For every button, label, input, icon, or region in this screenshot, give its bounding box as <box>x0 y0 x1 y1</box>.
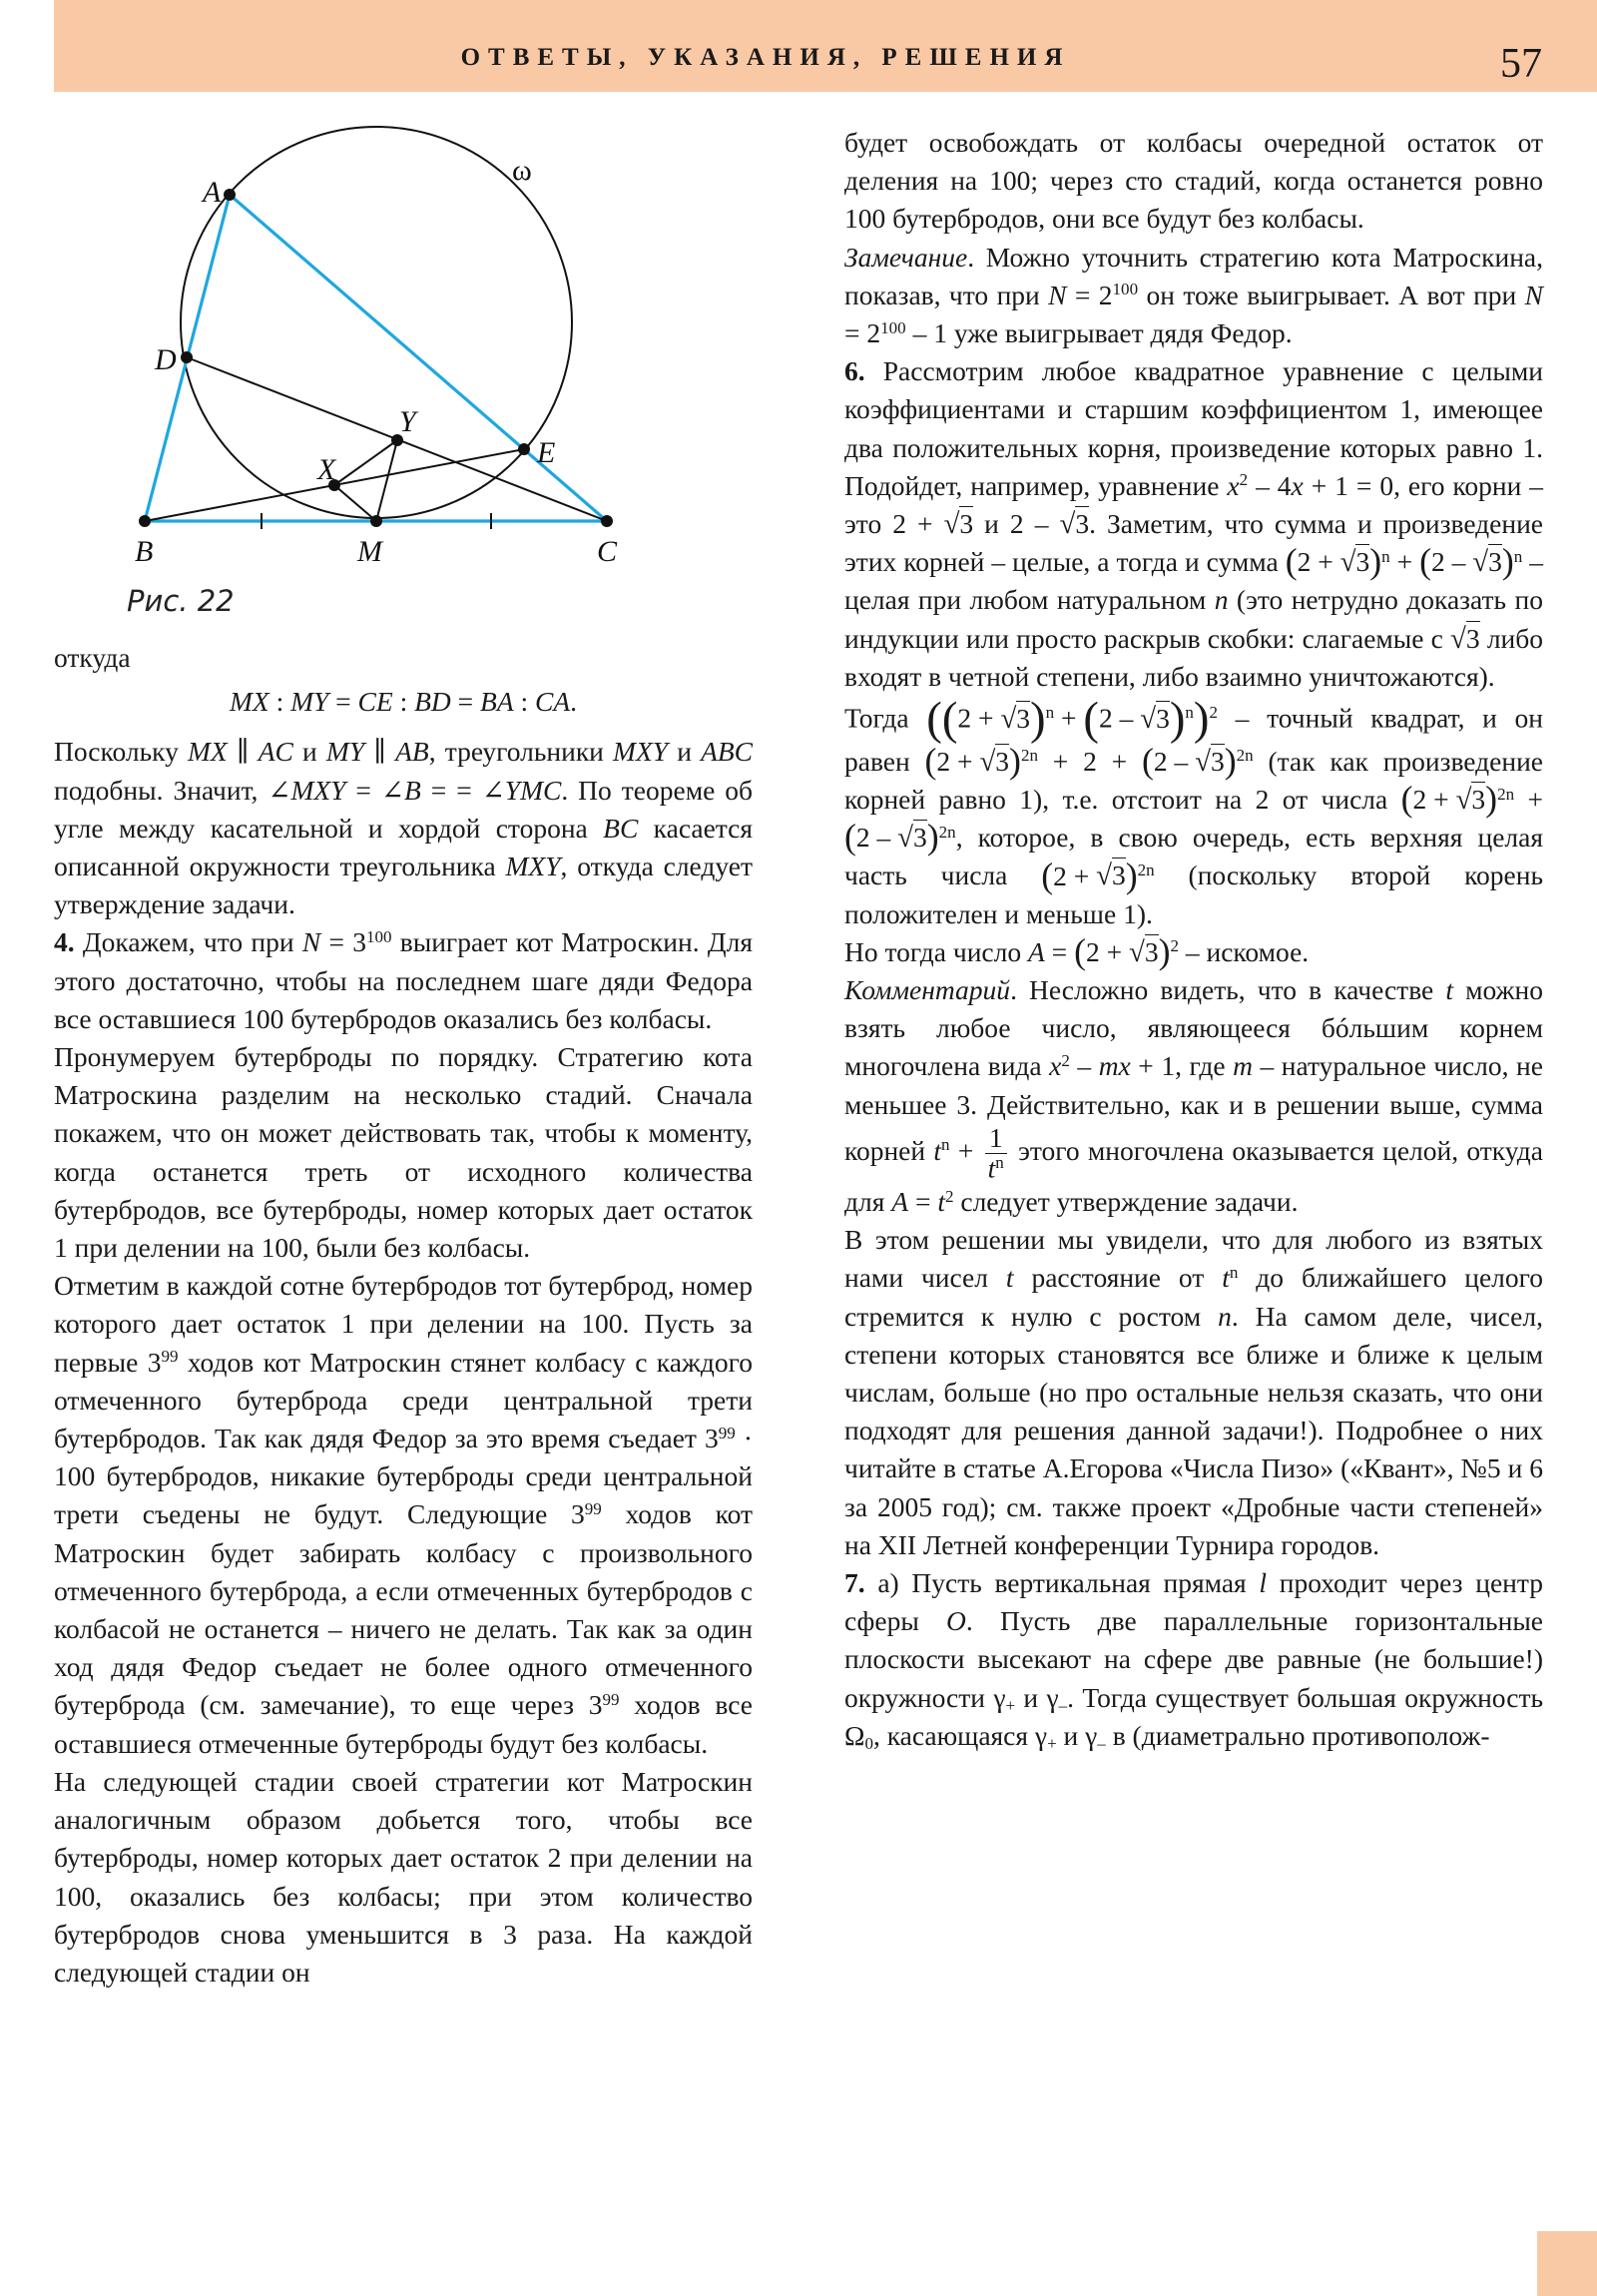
point-d <box>181 351 193 363</box>
label-d: D <box>155 343 177 376</box>
triangle-abc <box>145 195 607 521</box>
right-paren: ) <box>1485 779 1498 820</box>
text-run: а) Пусть вертикальная прямая <box>864 1566 1260 1598</box>
text-run: 2 – <box>1098 702 1141 734</box>
paragraph <box>844 1564 1543 1755</box>
text-run: . Тогда существует большая окружность Ω <box>844 1681 1544 1751</box>
radical-sign: √ <box>1059 508 1076 541</box>
math-variable: CE <box>357 686 393 718</box>
radicand: 3 <box>913 822 927 854</box>
text-run: Поскольку <box>54 736 188 768</box>
parenthesized-expression <box>1400 779 1515 820</box>
numerator <box>985 1121 1007 1154</box>
radical-sign: √ <box>1000 702 1017 735</box>
paragraph <box>844 930 1543 971</box>
text-run: + <box>1389 546 1420 578</box>
math-variable: ABC <box>701 736 754 768</box>
parenthesized-expression <box>1041 855 1155 895</box>
text-run: (поскольку второй корень положителен и меньше 1). <box>844 860 1544 929</box>
text-run: либо входят в четной степени, либо взаимно уничтожаются). <box>844 622 1543 692</box>
superscript: 99 <box>161 1347 179 1367</box>
radical-sign: √ <box>1455 784 1472 816</box>
section-title: ОТВЕТЫ, УКАЗАНИЯ, РЕШЕНИЯ <box>460 44 1071 71</box>
text-run: до ближайшего целого стремится к нулю с ростом <box>844 1262 1543 1332</box>
text-run: = 2 <box>844 317 881 349</box>
text-run: – натуральное число, не меньшее 3. Действительно, как и в решении выше, сумма корней <box>844 1050 1543 1166</box>
page-number: 57 <box>1500 41 1542 87</box>
label-omega: ω <box>512 154 532 187</box>
text-run: 2 – <box>1153 745 1196 777</box>
paragraph <box>844 693 1544 933</box>
problem-number: 6. <box>844 355 865 387</box>
text-run: ходов кот Матроскин будет забирать колбасу с произвольного отмеченного бутерброда, а если отмеченных бутербродов с колбасой не останется – ничего не делать. Так как за один ход дядя Федор съедает не более одного отмеченного бутерброда (см. замечание), то еще через 3 <box>54 1498 753 1721</box>
text-run: 2 + <box>957 702 1001 734</box>
text-run: следует утверждение задачи. <box>953 1185 1299 1217</box>
radical-sign: √ <box>1450 622 1466 655</box>
left-paren: ( <box>924 740 937 781</box>
text-run: ходов кот Матроскин стянет колбасу с каждого отмеченного бутерброда среди центральной трети бутербродов. Так как дядя Федор за это время съедает 3 <box>54 1346 753 1454</box>
square-root <box>1140 703 1170 736</box>
math-variable: N <box>1048 279 1067 310</box>
text-run: этого многочлена оказывается целой, откуда для <box>844 1134 1543 1217</box>
text-run: в (диаметрально противополож- <box>1105 1719 1490 1751</box>
math-variable: n <box>1214 584 1229 616</box>
radicand: 3 <box>1144 935 1159 967</box>
text-run: = <box>908 1185 938 1217</box>
denominator <box>985 1154 1007 1183</box>
radicand: 3 <box>1355 546 1370 578</box>
text-run: 2 – <box>1431 546 1473 578</box>
right-paren: ) <box>1224 740 1237 781</box>
radical-sign: √ <box>1195 745 1211 778</box>
paragraph <box>844 239 1543 353</box>
left-paren: ( <box>941 693 958 746</box>
radical-sign: √ <box>979 745 996 778</box>
text-run: : <box>513 686 536 718</box>
text-run: и <box>292 736 326 768</box>
text-run: + 1, где <box>1130 1050 1234 1082</box>
text-run: Пронумеруем бутерброды по порядку. Стратегию кота Матроскина разделим на несколько стадий. Сначала покажем, что он может действовать так, чтобы к моменту, когда останется треть от исходного количества бутербродов, все бутерброды, номер которых дает остаток 1 при делении на 100, были без колбасы. <box>54 1041 753 1264</box>
radicand: 3 <box>1488 546 1502 578</box>
text-run: = ∠ <box>345 774 404 806</box>
right-paren: ) <box>926 817 939 858</box>
text-run: , которое, в свою очередь, есть верхняя целая часть числа <box>844 822 1543 891</box>
square-root <box>944 508 974 541</box>
math-variable: N <box>301 926 321 958</box>
math-variable: t <box>1445 974 1453 1006</box>
parenthesized-expression <box>941 693 1055 746</box>
text-run: : <box>392 686 415 718</box>
text-run: = <box>450 686 481 718</box>
superscript: 99 <box>718 1423 736 1442</box>
math-variable: t <box>933 1134 942 1166</box>
right-paren: ) <box>1158 930 1171 971</box>
math-variable: Комментарий <box>844 974 1011 1006</box>
text-run: . По теореме об угле между касательной и хордой сторона <box>54 774 754 844</box>
left-column <box>54 639 753 1992</box>
text-run: 2 + <box>1085 935 1129 967</box>
text-run: . Несложно видеть, что в качестве <box>1010 974 1446 1006</box>
text-run: он тоже выигрывает. А вот при <box>1138 279 1525 310</box>
left-paren: ( <box>1419 541 1432 582</box>
text-run: . Пусть две параллельные горизонтальные плоскости высекают на сфере две равные (не большие!) окружности γ <box>844 1605 1543 1713</box>
math-variable: Замечание <box>844 241 968 273</box>
math-variable: l <box>1259 1566 1268 1598</box>
square-root <box>1195 746 1225 779</box>
superscript: n <box>941 1135 950 1155</box>
math-variable: A <box>891 1185 909 1217</box>
math-variable: B <box>403 774 421 806</box>
subscript: + <box>1005 1695 1016 1715</box>
text-run: 2 + <box>936 745 980 777</box>
paragraph <box>844 971 1543 1221</box>
text-run: + <box>949 1134 982 1166</box>
math-variable: t <box>1005 1262 1014 1294</box>
text-run: будет освобождать от колбасы очередной остаток от деления на 100; через сто стадий, когда останется ровно 100 бутербродов, они все будут без колбасы. <box>844 127 1543 235</box>
exponent: n <box>1381 546 1390 566</box>
point-c <box>601 515 613 527</box>
subscript: – <box>1058 1695 1068 1715</box>
math-variable: MXY <box>505 851 561 882</box>
text-run: = <box>1044 935 1075 967</box>
square-root <box>1340 546 1370 579</box>
superscript: n <box>995 1152 1004 1172</box>
subscript: 0 <box>864 1734 873 1754</box>
math-variable: x <box>1227 469 1240 501</box>
right-paren: ) <box>1125 855 1138 895</box>
math-variable: BC <box>603 812 639 844</box>
math-variable: n <box>1218 1300 1232 1332</box>
superscript: 99 <box>602 1690 620 1710</box>
text-run: (это нетрудно доказать по индукции или просто раскрыв скобки: слагаемые с <box>844 584 1543 654</box>
point-e <box>518 443 530 455</box>
radicand: 3 <box>1156 702 1170 734</box>
text-run: и γ <box>1015 1681 1059 1713</box>
radicand: 3 <box>1471 784 1486 815</box>
exponent: n <box>1513 546 1523 566</box>
parenthesized-expression <box>844 817 956 858</box>
superscript: 100 <box>880 317 906 337</box>
paragraph <box>844 124 1543 239</box>
paragraph <box>54 1267 753 1763</box>
radicand: 3 <box>1210 745 1225 777</box>
text-run: + <box>1514 784 1544 815</box>
radicand: 3 <box>1016 702 1031 734</box>
label-m: M <box>357 535 382 568</box>
math-variable: mx <box>1098 1050 1131 1082</box>
right-column <box>844 124 1543 1755</box>
text-run: = 2 <box>1066 279 1113 310</box>
text-run: , откуда следует утверждение задачи. <box>54 851 753 920</box>
radicand: 3 <box>1075 508 1090 540</box>
right-paren: ) <box>1369 541 1382 582</box>
text-run: – целая при любом натуральном <box>844 546 1544 616</box>
right-paren: ) <box>1193 693 1210 746</box>
text-run: 2 + <box>1053 860 1097 891</box>
text-run: 2 + <box>1412 784 1456 815</box>
text-run: – искомое. <box>1179 935 1310 967</box>
exponent: 2n <box>1020 746 1038 766</box>
text-run: = = ∠ <box>420 774 505 806</box>
square-root <box>1129 936 1159 969</box>
text-run: подобны. Значит, ∠ <box>54 774 291 806</box>
radicand: 3 <box>995 745 1010 777</box>
exponent: n <box>1045 703 1055 723</box>
text-run: На следующей стадии своей стратегии кот Матроскин аналогичным образом добьется того, чтобы все бутерброды, номер которых дает остаток 2 при делении на 100, оказались без колбасы; при этом количество бутербродов снова уменьшится в 3 раза. На каждой следующей стадии он <box>54 1765 753 1988</box>
math-variable: t <box>937 1185 945 1217</box>
exponent: 2n <box>1137 861 1155 880</box>
text-run: = 3 <box>320 926 366 958</box>
problem-number: 4. <box>54 926 75 958</box>
text-run: 2 + <box>1297 546 1340 578</box>
text-run: откуда <box>54 642 131 673</box>
text-run: (так как произведение корней равно 1), т.е. отстоит на 2 от числа <box>844 745 1543 815</box>
exponent: 2 <box>1209 703 1218 723</box>
text-run: – <box>1069 1050 1099 1082</box>
radical-sign: √ <box>1096 860 1112 892</box>
exponent: 2n <box>1497 784 1515 804</box>
square-root <box>1450 623 1480 656</box>
text-run: и 2 – <box>973 508 1060 540</box>
square-root <box>897 822 927 855</box>
left-paren: ( <box>1285 541 1298 582</box>
math-variable: x <box>1291 469 1304 501</box>
right-paren: ) <box>1501 541 1514 582</box>
superscript: 99 <box>584 1499 602 1519</box>
subscript: + <box>1047 1734 1057 1754</box>
left-paren: ( <box>1074 930 1086 971</box>
text-run: Докажем, что при <box>74 926 302 958</box>
exponent: n <box>1185 703 1194 723</box>
radical-sign: √ <box>1472 546 1489 579</box>
radical-sign: √ <box>1128 935 1145 968</box>
math-variable: N <box>1524 279 1543 310</box>
superscript: 100 <box>365 927 392 947</box>
parenthesized-expression <box>926 693 1218 746</box>
paragraph <box>54 733 753 923</box>
label-b: B <box>135 535 154 568</box>
point-m <box>370 515 382 527</box>
parenthesized-expression <box>1083 693 1194 746</box>
left-paren: ( <box>1400 779 1413 820</box>
text-run: = <box>328 686 358 718</box>
label-e: E <box>537 436 556 469</box>
text-run: – 1 уже выигрывает дядя Федор. <box>905 317 1293 349</box>
math-variable: MX <box>229 686 269 718</box>
math-variable: BA <box>480 686 514 718</box>
paragraph <box>844 1221 1543 1564</box>
math-variable: O <box>946 1605 966 1637</box>
square-root <box>1096 860 1126 892</box>
text-run: , касающаяся γ <box>872 1719 1048 1751</box>
math-variable: MX <box>188 736 228 768</box>
math-variable: CA <box>535 686 571 718</box>
right-paren: ) <box>1030 693 1046 746</box>
parenthesized-expression <box>1419 541 1523 582</box>
text-run: ∥ <box>227 736 259 768</box>
text-run: Рассмотрим любое квадратное уравнение с целыми коэффициентами и старшим коэффициентом 1, имеющее два положительных корня, произведение которых равно 1. Подойдет, например, уравнение <box>844 355 1543 501</box>
math-variable: t <box>987 1152 996 1184</box>
text-run: + <box>1054 702 1084 734</box>
point-b <box>139 515 151 527</box>
side-ac <box>230 195 607 521</box>
math-variable: BD <box>414 686 451 718</box>
math-variable: m <box>1233 1050 1253 1082</box>
text-run: 2 – <box>855 822 898 854</box>
text-run: – 4 <box>1248 469 1292 501</box>
text-run: . <box>570 686 578 718</box>
text-run: + 2 + <box>1037 745 1142 777</box>
figure-caption: Рис. 22 <box>127 584 235 618</box>
geometry-figure <box>0 0 759 639</box>
text-run: . Заметим, что сумма и произведение этих корней – целые, а тогда и сумма <box>844 508 1543 578</box>
math-variable: AB <box>395 736 429 768</box>
square-root <box>1059 508 1089 541</box>
left-paren: ( <box>1083 693 1099 746</box>
text-run: . На самом деле, чисел, степени которых становятся все ближе и ближе к целым числам, больше (но про остальные нельзя сказать, что они подходят для решения данной задачи!). Подробнее о них читайте в статье А.Егорова «Числа Пизо» («Квант», №5 и 6 за 2005 год); см. также проект «Дробные части степеней» на XII Летней конференции Турнира городов. <box>844 1300 1543 1560</box>
parenthesized-expression <box>1285 541 1390 582</box>
text-run: расстояние от <box>1013 1262 1223 1294</box>
square-root <box>979 746 1009 779</box>
label-c: C <box>597 535 618 568</box>
left-paren: ( <box>1141 740 1154 781</box>
paragraph <box>54 639 753 677</box>
corner-tab <box>1537 2231 1597 2296</box>
radical-sign: √ <box>1339 546 1356 579</box>
display-formula <box>54 683 753 721</box>
text-run: касается описанной окружности треугольника <box>54 812 753 882</box>
problem-number: 7. <box>844 1566 865 1598</box>
label-a: A <box>203 176 222 209</box>
superscript: 100 <box>1112 280 1139 299</box>
square-root <box>1456 784 1486 817</box>
math-variable: YMC <box>504 774 562 806</box>
parenthesized-expression <box>1141 740 1254 781</box>
paragraph <box>54 1763 753 1992</box>
superscript: 2 <box>1239 470 1249 490</box>
radicand: 3 <box>959 508 974 540</box>
text-run: В этом решении мы увидели, что для любого из взятых нами чисел <box>844 1224 1543 1294</box>
label-y: Y <box>399 405 416 438</box>
superscript: 2 <box>944 1186 954 1206</box>
right-paren: ) <box>1009 740 1021 781</box>
fraction <box>985 1121 1007 1184</box>
radicand: 3 <box>1465 622 1480 654</box>
text-run: , треугольники <box>428 736 614 768</box>
left-paren: ( <box>926 693 942 746</box>
paragraph <box>54 923 753 1038</box>
text-run: – точный квадрат, и он равен <box>844 702 1543 777</box>
text-run: . Можно уточнить стратегию кота Матроскина, показав, что при <box>844 241 1543 310</box>
left-paren: ( <box>844 817 856 858</box>
text-run: ходов все оставшиеся отмеченные бутерброды будут без колбасы. <box>54 1689 753 1759</box>
math-variable: x <box>1049 1050 1062 1082</box>
exponent: 2n <box>938 822 956 842</box>
math-variable: MY <box>325 736 365 768</box>
math-variable: t <box>1222 1262 1230 1294</box>
text-run: и γ <box>1056 1719 1098 1751</box>
text-run: можно взять любое число, являющееся бóльшим корнем многочлена вида <box>844 974 1544 1082</box>
text-run: Отметим в каждой сотне бутербродов тот бутерброд, номер которого дает остаток 1 при делении на 100. Пусть за первые 3 <box>54 1270 753 1378</box>
text-run: Тогда <box>844 702 927 734</box>
radicand: 3 <box>1112 860 1126 891</box>
parenthesized-expression <box>1074 930 1179 971</box>
square-root <box>1472 546 1502 579</box>
exponent: 2n <box>1236 746 1254 766</box>
left-paren: ( <box>1041 855 1054 895</box>
text-run: : <box>268 686 291 718</box>
right-paren: ) <box>1169 693 1186 746</box>
paragraph <box>844 352 1543 696</box>
paragraph <box>54 1038 753 1267</box>
text-run: + 1 = 0, его корни – это 2 + <box>844 469 1544 540</box>
math-variable: MXY <box>613 736 669 768</box>
superscript: 2 <box>1061 1051 1070 1071</box>
label-x: X <box>317 453 336 486</box>
math-variable: A <box>1027 935 1045 967</box>
math-variable: MXY <box>290 774 346 806</box>
subscript: – <box>1097 1734 1106 1754</box>
text-run: ∥ <box>364 736 396 768</box>
math-variable: MY <box>290 686 329 718</box>
parenthesized-expression <box>924 740 1038 781</box>
square-root <box>1000 703 1030 736</box>
point-a <box>224 189 236 201</box>
text-run: и <box>668 736 702 768</box>
text-run: 1 <box>988 1121 1003 1153</box>
radical-sign: √ <box>897 822 913 855</box>
text-run: выиграет кот Матроскин. Для этого достаточно, чтобы на последнем шаге дяди Федора все оставшиеся 100 бутербродов оказались без колбасы. <box>54 926 754 1034</box>
text-run: · 100 бутербродов, никакие бутерброды среди центральной трети съедены не будут. Следующие 3 <box>54 1423 753 1530</box>
text-run: Но тогда число <box>844 935 1028 967</box>
radical-sign: √ <box>943 508 960 541</box>
radical-sign: √ <box>1140 702 1157 735</box>
superscript: n <box>1229 1262 1239 1282</box>
text-run: проходит через центр сферы <box>844 1566 1543 1637</box>
exponent: 2 <box>1170 936 1179 956</box>
math-variable: AC <box>258 736 293 768</box>
